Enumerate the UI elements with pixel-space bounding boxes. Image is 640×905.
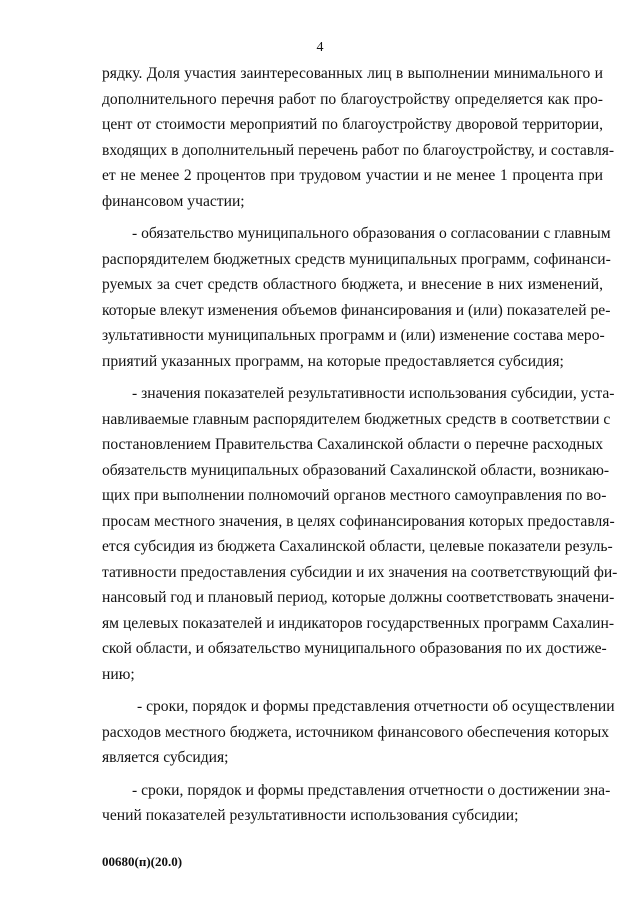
text-line: просам местного значения, в целях софинансирования которых предоставля- [102,512,615,530]
text-line: дополнительного перечня работ по благоустройству определяется как про- [102,90,603,108]
text-line: щих при выполнении полномочий органов местного самоуправления по во- [102,487,607,504]
text-line: нансовый год и плановый период, которые должны соответствовать значени- [102,589,615,606]
text-line: чений показателей результативности использования субсидии; [102,807,519,824]
text-line: является субсидия; [102,749,229,766]
document-body [102,61,618,829]
text-line: приятий указанных программ, на которые предоставляется субсидия; [102,352,564,370]
document-code: 00680(п)(20.0) [102,854,183,869]
text-line: входящих в дополнительный перечень работ по благоустройству, и составля- [102,141,615,159]
paragraph [102,778,611,829]
paragraph [102,694,615,771]
paragraph [102,221,611,374]
text-line: ется субсидия из бюджета Сахалинской области, целевые показатели резуль- [102,538,613,555]
text-line: распорядителем бюджетных средств муниципальных программ, софинанси- [102,250,611,268]
text-line: - сроки, порядок и формы представления отчетности о достижении зна- [132,781,611,799]
text-line: рядку. Доля участия заинтересованных лиц в выполнении минимального и [102,65,603,82]
text-line: ям целевых показателей и индикаторов государственных программ Сахалин- [102,614,615,632]
text-line: которые влекут изменения объемов финансирования и (или) показателей ре- [102,301,611,319]
text-line: - значения показателей результативности использования субсидии, уста- [132,385,615,402]
text-line: нию; [102,665,135,683]
text-line: постановлением Правительства Сахалинской области о перечне расходных [102,436,603,453]
text-line: финансовом участии; [102,192,245,210]
text-line: цент от стоимости мероприятий по благоустройству дворовой территории, [102,116,603,133]
text-line: навливаемые главным распорядителем бюджетных средств в соответствии с [102,410,611,428]
text-line: ской области, и обязательство муниципального образования по их достиже- [102,640,607,657]
text-line: тативности предоставления субсидии и их значения на соответствующий фи- [102,563,618,581]
paragraph [102,61,615,214]
text-line: - обязательство муниципального образования о согласовании с главным [132,225,611,242]
text-line: - сроки, порядок и формы представления отчетности об осуществлении [137,698,615,715]
text-line: руемых за счет средств областного бюджета, и внесение в них изменений, [102,276,603,293]
text-line: зультативности муниципальных программ и (или) изменение состава меро- [102,327,605,344]
text-line: расходов местного бюджета, источником финансового обеспечения которых [102,723,610,741]
text-line: обязательств муниципальных образований Сахалинской области, возникаю- [102,461,610,479]
page-number: 4 [316,40,324,55]
paragraph [102,381,618,687]
text-line: ет не менее 2 процентов при трудовом участии и не менее 1 процента при [102,167,603,184]
